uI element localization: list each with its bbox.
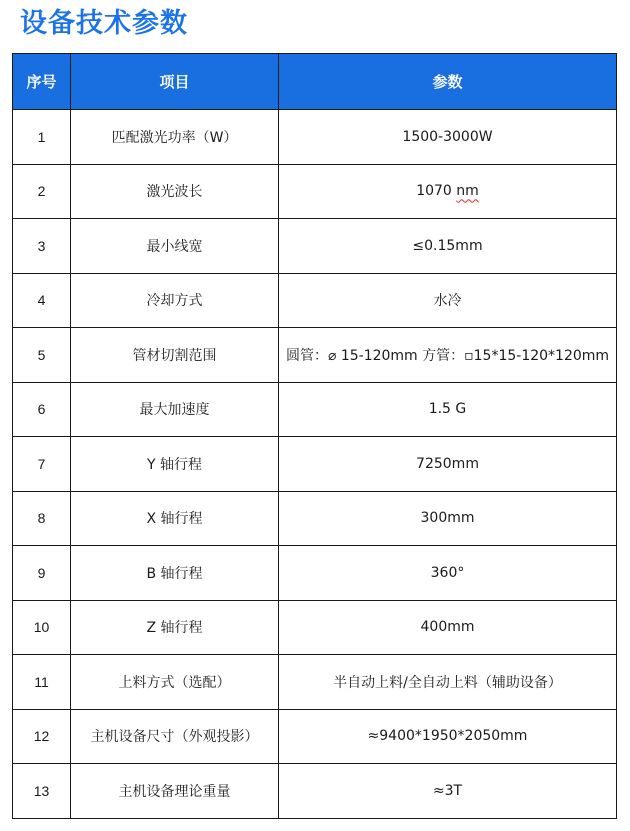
row-index: 11 xyxy=(13,655,71,710)
row-index: 4 xyxy=(13,273,71,328)
row-value-number: 1070 xyxy=(416,183,452,200)
table-row xyxy=(13,219,617,274)
row-item: X 轴行程 xyxy=(71,491,279,546)
table-row xyxy=(13,273,617,328)
column-header-index: 序号 xyxy=(13,54,71,110)
row-value: 圆管：⌀ 15-120mm 方管：▫15*15-120*120mm xyxy=(279,328,617,383)
row-value: 7250mm xyxy=(279,437,617,492)
row-index: 10 xyxy=(13,600,71,655)
row-item: 最大加速度 xyxy=(71,382,279,437)
table-row xyxy=(13,546,617,601)
row-value-unit: nm xyxy=(456,183,479,200)
row-index: 9 xyxy=(13,546,71,601)
row-item: 主机设备尺寸（外观投影） xyxy=(71,709,279,764)
row-value: 水冷 xyxy=(279,273,617,328)
row-value: 半自动上料/全自动上料（辅助设备） xyxy=(279,655,617,710)
table-row xyxy=(13,709,617,764)
row-value: ≈3T xyxy=(279,764,617,819)
row-item: 最小线宽 xyxy=(71,219,279,274)
table-header-row xyxy=(13,54,617,110)
row-index: 7 xyxy=(13,437,71,492)
row-index: 2 xyxy=(13,164,71,219)
row-index: 5 xyxy=(13,328,71,383)
row-index: 12 xyxy=(13,709,71,764)
table-row xyxy=(13,110,617,165)
row-item: Y 轴行程 xyxy=(71,437,279,492)
row-value: 300mm xyxy=(279,491,617,546)
page-title: 设备技术参数 xyxy=(20,8,188,39)
table-row xyxy=(13,491,617,546)
table-row xyxy=(13,437,617,492)
row-value: 400mm xyxy=(279,600,617,655)
table-row xyxy=(13,164,617,219)
row-value: 360° xyxy=(279,546,617,601)
spec-table xyxy=(12,53,617,819)
row-index: 1 xyxy=(13,110,71,165)
row-item: 冷却方式 xyxy=(71,273,279,328)
row-value: ≤0.15mm xyxy=(279,219,617,274)
row-item: 主机设备理论重量 xyxy=(71,764,279,819)
row-item: 上料方式（选配） xyxy=(71,655,279,710)
row-item: 激光波长 xyxy=(71,164,279,219)
row-value xyxy=(279,164,617,219)
row-item: 管材切割范围 xyxy=(71,328,279,383)
table-row xyxy=(13,655,617,710)
column-header-value: 参数 xyxy=(279,54,617,110)
row-item: 匹配激光功率（W） xyxy=(71,110,279,165)
row-index: 13 xyxy=(13,764,71,819)
row-value: 1.5 G xyxy=(279,382,617,437)
row-index: 6 xyxy=(13,382,71,437)
table-row xyxy=(13,382,617,437)
row-item: B 轴行程 xyxy=(71,546,279,601)
table-row xyxy=(13,600,617,655)
row-item: Z 轴行程 xyxy=(71,600,279,655)
table-row xyxy=(13,764,617,819)
row-value: ≈9400*1950*2050mm xyxy=(279,709,617,764)
table-row xyxy=(13,328,617,383)
row-index: 3 xyxy=(13,219,71,274)
row-value: 1500-3000W xyxy=(279,110,617,165)
row-index: 8 xyxy=(13,491,71,546)
column-header-item: 项目 xyxy=(71,54,279,110)
